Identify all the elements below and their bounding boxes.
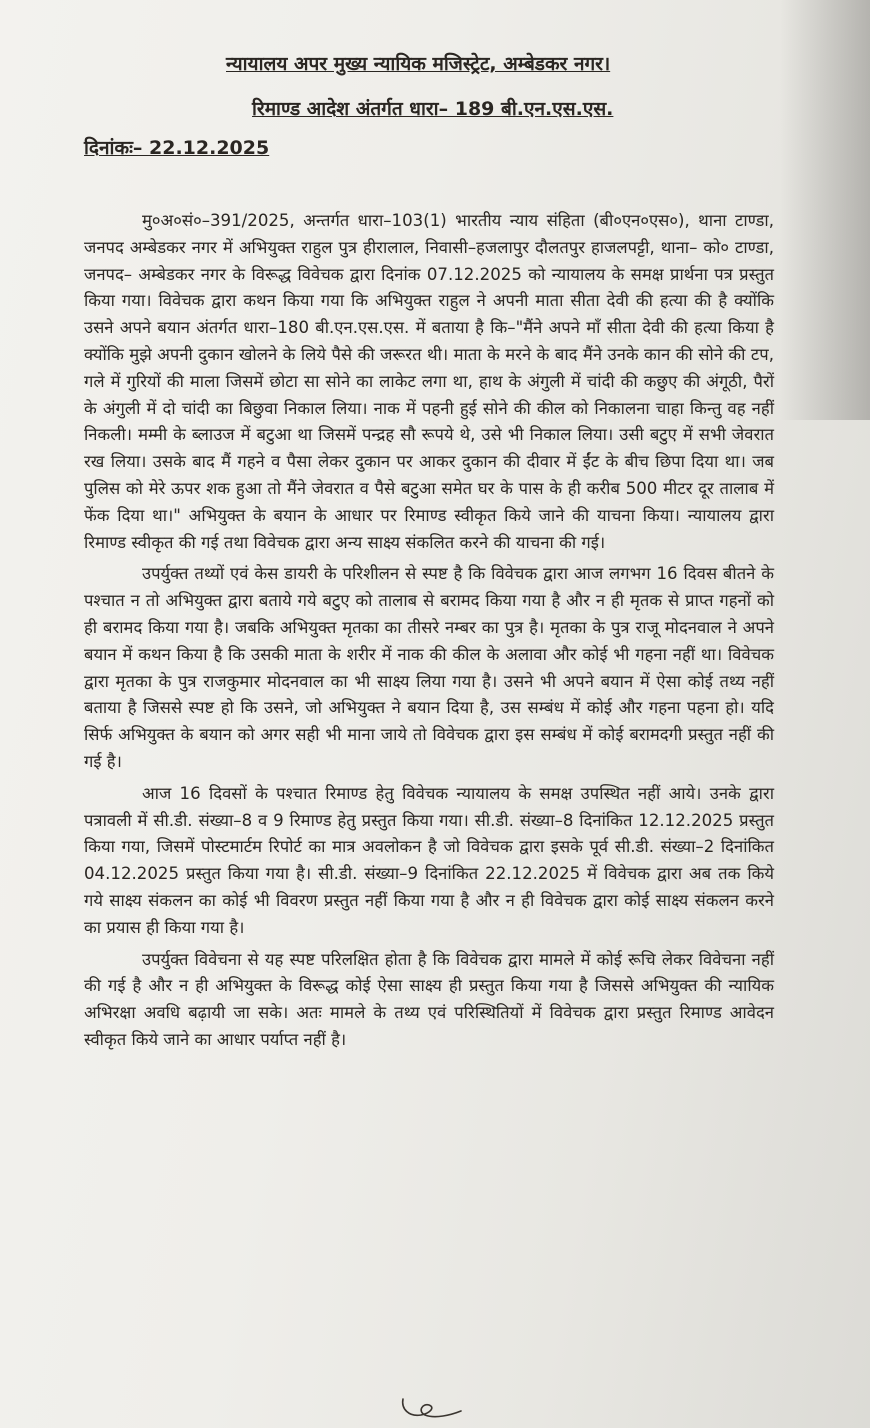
paragraph-findings: उपर्युक्त तथ्यों एवं केस डायरी के परिशीलन से स्पष्ट है कि विवेचक द्वारा आज लगभग 16 दिवस बीतने के पश्चात न तो अभियुक्त द्वारा बताये गये बटुए को तालाब से बरामद किया गया है और न ही मृतक से प्राप्त गहनों को ही बरामद किया गया है। जबकि अभियुक्त मृतका का तीसरे नम्बर का पुत्र है। मृतका के पुत्र राजू मोदनवाल ने अपने बयान में कथन किया है कि उसकी माता के शरीर में नाक की कील के अलावा और कोई भी गहना नहीं था। विवेचक द्वारा मृतका के पुत्र राजकुमार मोदनवाल का भी साक्ष्य लिया गया है। उसने भी अपने बयान में ऐसा कोई तथ्य नहीं बताया है जिससे स्पष्ट हो कि उसने, जो अभियुक्त ने बयान दिया है, उस सम्बंध में कोई और गहना पहना हो। यदि सिर्फ अभियुक्त के बयान को अगर सही भी माना जाये तो विवेचक द्वारा इस सम्बंध में कोई बरामदगी प्रस्तुत नहीं की गई है। bbox=[84, 564, 774, 771]
page-shadow bbox=[780, 0, 870, 420]
paragraph-conclusion: उपर्युक्त विवेचना से यह स्पष्ट परिलक्षित होता है कि विवेचक द्वारा मामले में कोई रूचि लेकर विवेचना नहीं की गई है और न ही अभियुक्त के विरूद्ध कोई ऐसा साक्ष्य ही प्रस्तुत किया गया है जिससे अभियुक्त की न्यायिक अभिरक्षा अवधि बढ़ायी जा सके। अतः मामले के तथ्य एवं परिस्थितियों में विवेचक द्वारा प्रस्तुत रिमाण्ड आवेदन स्वीकृत किये जाने का आधार पर्याप्त नहीं है। bbox=[84, 949, 774, 1049]
signature-mark bbox=[395, 1395, 465, 1421]
order-date: दिनांकः– 22.12.2025 bbox=[84, 137, 270, 159]
paragraph-case-diary: आज 16 दिवसों के पश्चात रिमाण्ड हेतु विवेचक न्यायालय के समक्ष उपस्थित नहीं आये। उनके द्वारा पत्रावली में सी.डी. संख्या–8 व 9 रिमाण्ड हेतु प्रस्तुत किया गया। सी.डी. संख्या–8 दिनांकित 12.12.2025 प्रस्तुत किया गया, जिसमें पोस्टमार्टम रिपोर्ट का मात्र अवलोकन है जो विवेचक द्वारा इसके पूर्व सी.डी. संख्या–2 दिनांकित 04.12.2025 प्रस्तुत किया गया है। सी.डी. संख्या–9 दिनांकित 22.12.2025 में विवेचक द्वारा अब तक किये गये साक्ष्य संकलन का कोई भी विवरण प्रस्तुत नहीं किया गया है और न ही विवेचक द्वारा कोई साक्ष्य संकलन करने का प्रयास ही किया गया है। bbox=[84, 783, 774, 937]
paragraph-case-details: मु०अ०सं०–391/2025, अन्तर्गत धारा–103(1) भारतीय न्याय संहिता (बी०एन०एस०), थाना टाण्डा, जनपद अम्बेडकर नगर में अभियुक्त राहुल पुत्र हीरालाल, निवासी–हजलापुर दौलतपुर हाजलपट्टी, थाना– को० टाण्डा, जनपद– अम्बेडकर नगर के विरूद्ध विवेचक द्वारा दिनांक 07.12.2025 को न्यायालय के समक्ष प्रार्थना पत्र प्रस्तुत किया गया। विवेचक द्वारा कथन किया गया कि अभियुक्त राहुल ने अपनी माता सीता देवी की हत्या की है क्योंकि उसने अपने बयान अंतर्गत धारा–180 बी.एन.एस.एस. में बताया है कि–"मैंने अपने माँ सीता देवी की हत्या किया है क्योंकि मुझे अपनी दुकान खोलने के लिये पैसे की जरूरत थी। माता के मरने के बाद मैंने उनके कान की सोने की टप, गले में गुरियों की माला जिसमें छोटा सा सोने का लाकेट लगा था, हाथ के अंगुली में चांदी की कछुए की अंगूठी, पैरों के अंगुली में दो चांदी का बिछुवा निकाल लिया। नाक में पहनी हुई सोने की कील को निकालना चाहा किन्तु वह नहीं निकली। मम्मी के ब्लाउज में बटुआ था जिसमें पन्द्रह सौ रूपये थे, उसे भी निकाल लिया। उसी बटुए में सभी जेवरात रख लिया। उसके बाद मैं गहने व पैसा लेकर दुकान पर आकर दुकान की दीवार में ईंट के बीच छिपा दिया था। जब पुलिस को मेरे ऊपर शक हुआ तो मैंने जेवरात व पैसे बटुआ समेत घर के पास के ही करीब 500 मीटर दूर तालाब में फेंक दिया था।" अभियुक्त के बयान के आधार पर रिमाण्ड स्वीकृत किये जाने की याचना किया। न्यायालय द्वारा रिमाण्ड स्वीकृत की गई तथा विवेचक द्वारा अन्य साक्ष्य संकलित करने की याचना की गई। bbox=[84, 211, 774, 552]
document-body bbox=[84, 208, 774, 1054]
court-heading: न्यायालय अपर मुख्य न्यायिक मजिस्ट्रेट, अम्बेडकर नगर। bbox=[226, 53, 611, 75]
order-title: रिमाण्ड आदेश अंतर्गत धारा– 189 बी.एन.एस.एस. bbox=[252, 98, 614, 120]
